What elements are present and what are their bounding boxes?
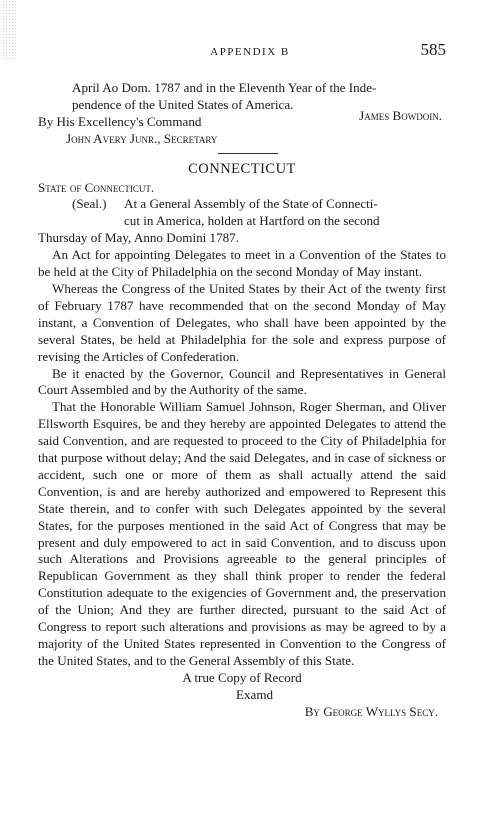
- examd-line: Examd: [236, 686, 274, 702]
- secretary-line: [38, 131, 446, 148]
- wyllys-signature: By George Wyllys Secy.: [304, 703, 438, 719]
- assembly-line-1: At a General Assembly of the State of Connecti-: [124, 196, 378, 212]
- assembly-line-3: Thursday of May, Anno Domini 1787.: [38, 230, 239, 246]
- state-label: State of Connecticut.: [38, 179, 155, 195]
- date-line-1-text: April Ao Dom. 1787 and in the Eleventh Year of the Inde-: [72, 80, 377, 95]
- signature-row: [38, 107, 446, 131]
- act-title: An Act for appointing Delegates to meet in a Convention of the States to be held at the City of Philadelphia on the second Monday of May instant.: [38, 247, 446, 280]
- page-number: 585: [420, 40, 446, 59]
- whereas-paragraph: Whereas the Congress of the United States by their Act of the twenty first of February 1787 have recommended that on the second Monday of May instant, a Convention of Delegates, who shall have been appointed by the several States, be held at Philadelphia for the sole and express purpose of revising the Articles of Confederation.: [38, 280, 446, 364]
- running-head: APPENDIX B: [210, 46, 290, 58]
- date-line-1: [38, 80, 446, 97]
- assembly-row: [38, 196, 446, 213]
- true-copy-line: A true Copy of Record: [182, 669, 302, 685]
- resolution-paragraph: That the Honorable William Samuel Johnson, Roger Sherman, and Oliver Ellsworth Esquires, be and they hereby are appointed Delegates to attend the said Convention, and are requested to proceed to the City of Philadelphia for that purpose without delay; And the said Delegates, and in case of sickness or accident, such one or more of them as shall actually attend the said Convention, is and are hereby authorized and empowered to Represent this State therein, and to confer with such Delegates appointed by the several States, for the purposes mentioned in the said Act of Congress that may be present and duly empowered to act in said Convention, and to discuss upon such Alterations and Provisions agreeable to the general principles of Republican Government as they shall think proper to render the federal Constitution adequate to the exigencies of Government and, the preservation of the Union; And they are further directed, pursuant to the said Act of Congress to report such alterations and provisions as may be agreed to by a majority of the United States represented in Convention to the Congress of the United States, and to the General Assembly of this State.: [38, 399, 446, 668]
- secretary-name: John Avery Junr., Secretary: [66, 130, 218, 146]
- page-body: [38, 80, 446, 721]
- section-heading: CONNECTICUT: [188, 160, 296, 177]
- governor-signature: James Bowdoin.: [359, 107, 442, 123]
- enacting-clause: Be it enacted by the Governor, Council and Representatives in General Court Assembled and by the Authority of the same.: [38, 365, 446, 398]
- date-line-2: pendence of the United States of America.: [72, 96, 294, 112]
- excellency-command: By His Excellency's Command: [38, 113, 202, 129]
- seal-mark: (Seal.): [72, 196, 107, 212]
- section-divider: [218, 153, 278, 154]
- assembly-line-2: cut in America, holden at Hartford on the second: [124, 213, 380, 229]
